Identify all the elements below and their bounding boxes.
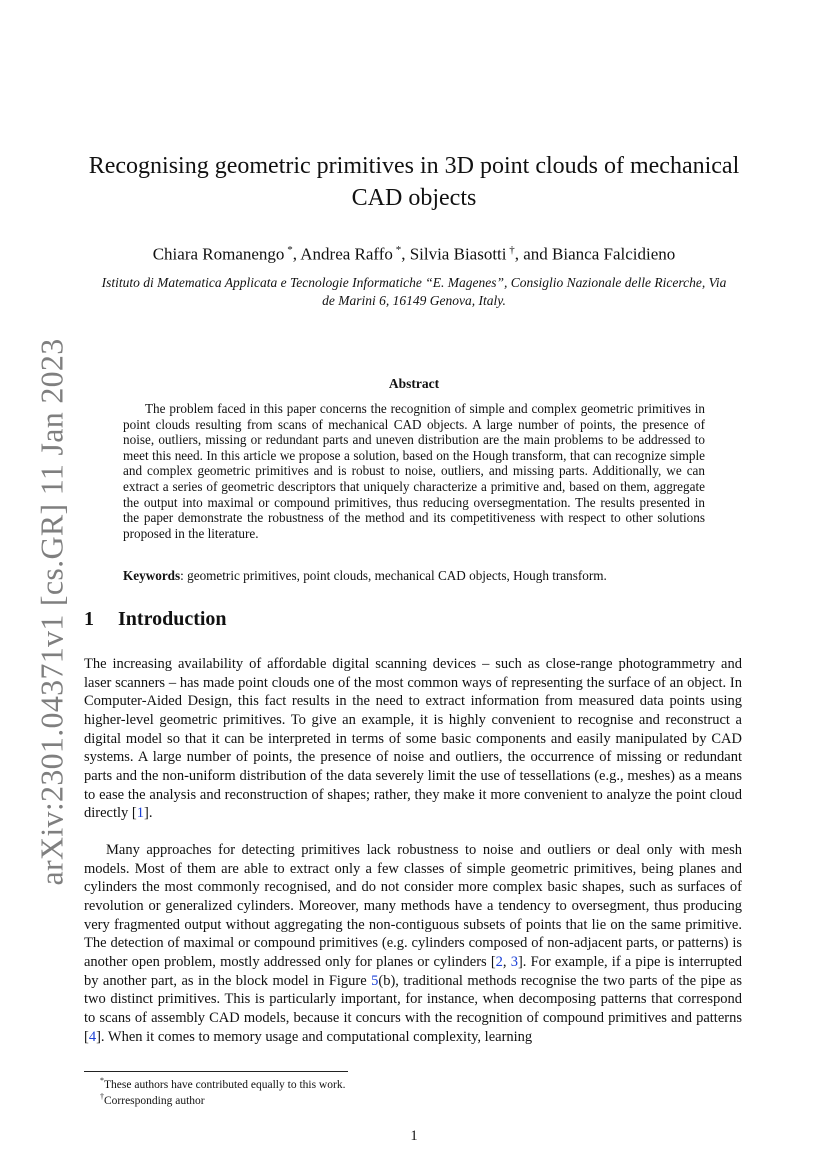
footnote-divider bbox=[84, 1071, 348, 1072]
citation-link[interactable]: 2 bbox=[495, 953, 503, 970]
author-separator: , and bbox=[514, 244, 553, 264]
arxiv-identifier-stamp: arXiv:2301.04371v1 [cs.GR] 11 Jan 2023 bbox=[33, 338, 70, 886]
keywords-label: Keywords bbox=[123, 568, 181, 583]
footnote-2 bbox=[100, 1090, 205, 1108]
paragraph-text: , bbox=[502, 953, 511, 970]
citation-link[interactable]: 4 bbox=[88, 1028, 97, 1045]
paragraph-text: Many approaches for detecting primitives lack robustness to noise and outliers or deal only with mesh models. Most of them are able to extract only a few classes of simple geometric primitives, being planes and cylinders the most commonly recognised, and do not consider more complex basic shapes, such as surfaces of revolution or generalized cylinders. Moreover, many methods have a tendency to oversegment, thus producing very fragmented output without aggregating the non-contiguous subsets of points that lie on the same primitive. The detection of maximal or compound primitives (e.g. cylinders composed of non-adjacent parts, or patterns) is another open problem, mostly addressed only for planes or cylinders [ bbox=[84, 842, 742, 970]
paragraph-text: ]. When it comes to memory usage and computational complexity, learning bbox=[96, 1028, 533, 1045]
author-name: Andrea Raffo bbox=[300, 244, 393, 264]
footnote-text: Corresponding author bbox=[104, 1094, 205, 1107]
author-separator: , bbox=[401, 244, 410, 264]
paragraph-text: ]. For example, if a pipe is interrupted by another part, as in the block model in Figure bbox=[84, 953, 742, 989]
author-affiliation-mark: * bbox=[392, 244, 402, 256]
footnote-text: These authors have contributed equally to this work. bbox=[104, 1078, 346, 1091]
paragraph-text: (b), traditional methods recognise the two parts of the pipe as two distinct primitives. This is particularly important, for instance, when decomposing patterns that correspond to scans of assembly CAD models, because it concurs with the recognition of compound primitives and patterns [ bbox=[84, 972, 742, 1045]
author-affiliation-mark: * bbox=[284, 244, 293, 256]
paragraph-text: The increasing availability of affordable digital scanning devices – such as close-range photogrammetry and laser scanners – has made point clouds one of the most common ways of representing the surface of an object. In Computer-Aided Design, this fact results in the need to extract information from measured data points using higher-level geometric primitives. To give an example, it is highly convenient to recognise and reconstruct a digital model so that it can be interpreted in terms of some basic components and easily manipulated by CAD systems. A large number of points, the presence of noise and outliers, the occurrence of missing or redundant parts and the non-uniform distribution of the data severely limit the use of tessellations (e.g., meshes) as a means to ease the analysis and reconstruction of shapes; rather, they make it more convenient to analyze the point cloud directly [ bbox=[84, 656, 742, 822]
section-heading-introduction bbox=[84, 608, 227, 631]
keywords-list: : geometric primitives, point clouds, mechanical CAD objects, Hough transform. bbox=[180, 568, 607, 583]
body-paragraph-2 bbox=[84, 841, 742, 1046]
page-number: 1 bbox=[410, 1128, 418, 1144]
author-name: Chiara Romanengo bbox=[152, 244, 285, 264]
affiliation: Istituto di Matematica Applicata e Tecnologie Informatiche “E. Magenes”, Consiglio Nazionale delle Ricerche, Via de Marini 6, 16149 Genova, Italy. bbox=[101, 275, 727, 308]
citation-link[interactable]: 3 bbox=[510, 953, 518, 970]
author-name: Bianca Falcidieno bbox=[552, 244, 676, 264]
footnote-mark: † bbox=[100, 1092, 104, 1101]
author-name: Silvia Biasotti bbox=[409, 244, 507, 264]
body-paragraph-1 bbox=[84, 655, 742, 823]
citation-link[interactable]: 5 bbox=[371, 972, 379, 989]
section-title: Introduction bbox=[118, 608, 227, 630]
abstract-text: The problem faced in this paper concerns the recognition of simple and complex geometric primitives in point clouds resulting from scans of mechanical CAD objects. A large number of points, the presence of noise, outliers, missing or redundant parts and uneven distribution are the main problems to be addressed to meet this need. In this article we propose a solution, based on the Hough transform, that can recognize simple and complex geometric primitives and is robust to noise, outliers, and missing parts. Additionally, we can extract a series of geometric descriptors that uniquely characterize a primitive and, based on them, aggregate the output into maximal or compound primitives, thus reducing oversegmentation. The results presented in the paper demonstrate the robustness of the method and its competitiveness with respect to other solutions proposed in the literature. bbox=[123, 401, 705, 541]
citation-link[interactable]: 1 bbox=[136, 805, 144, 822]
author-separator: , bbox=[292, 244, 301, 264]
paragraph-text: ]. bbox=[144, 805, 153, 822]
footnote-mark: * bbox=[100, 1076, 104, 1085]
section-number: 1 bbox=[84, 608, 94, 630]
abstract-heading: Abstract bbox=[388, 376, 440, 391]
author-affiliation-mark: † bbox=[506, 244, 515, 256]
author-list bbox=[84, 239, 744, 266]
keywords-line bbox=[123, 568, 705, 584]
paper-title: Recognising geometric primitives in 3D point clouds of mechanical CAD objects bbox=[88, 153, 740, 211]
